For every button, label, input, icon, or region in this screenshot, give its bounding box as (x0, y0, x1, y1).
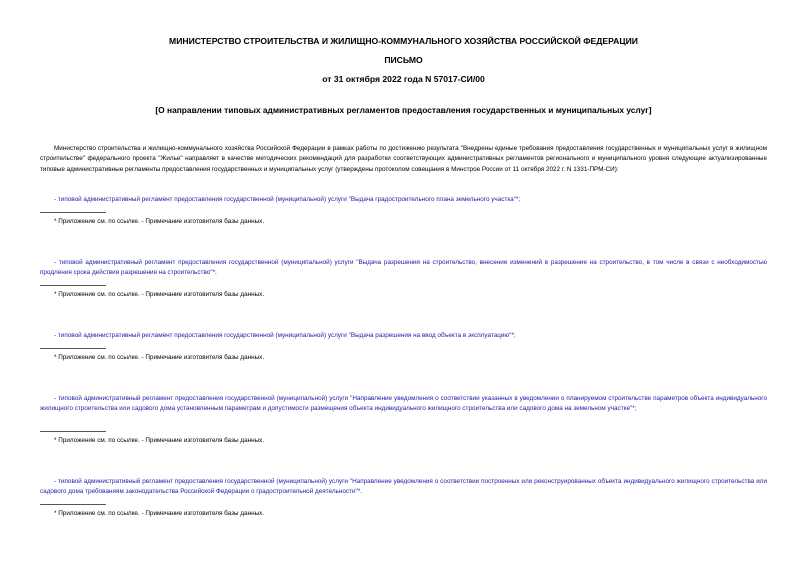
footnote-4: * Приложение см. по ссылке. - Примечание изготовителя базы данных. (54, 437, 265, 444)
intro-paragraph: Министерство строительства и жилищно-коммунального хозяйства Российской Федерации в рамках работы по достижению результата "Внедрены единые требования предоставления государственных и муниципальных услуг в жилищном строительстве" федерального проекта "Жилье" направляет в качестве методических рекомендаций для разработки соответствующих административных регламентов регионального и муниципального уровня следующие актуализированные типовые административные регламенты предоставления государственных и муниципальных услуг (утверждены протоколом совещания в Минстрое России от 11 октября 2022 г. N 1331-ПРМ-СИ): (40, 145, 767, 173)
document-subject: [О направлении типовых административных регламентов предоставления государственных и муниципальных услуг] (155, 105, 652, 115)
footnote-3: * Приложение см. по ссылке. - Примечание изготовителя базы данных. (54, 354, 265, 361)
document-date-number: от 31 октября 2022 года N 57017-СИ/00 (322, 74, 485, 84)
regulation-link-3[interactable]: - типовой административный регламент предоставления государственной (муниципальной) услуги "Выдача разрешения на ввод объекта в эксплуатацию"*; (54, 332, 516, 339)
footnote-divider (40, 348, 106, 349)
footnote-5: * Приложение см. по ссылке. - Примечание изготовителя базы данных. (54, 510, 265, 517)
footnote-divider (40, 285, 106, 286)
footnote-divider (40, 431, 106, 432)
regulation-link-1[interactable]: - типовой административный регламент предоставления государственной (муниципальной) услуги "Выдача градостроительного плана земельного участка"*; (54, 196, 521, 203)
ministry-title: МИНИСТЕРСТВО СТРОИТЕЛЬСТВА И ЖИЛИЩНО-КОММУНАЛЬНОГО ХОЗЯЙСТВА РОССИЙСКОЙ ФЕДЕРАЦИИ (169, 36, 638, 46)
regulation-link-4[interactable]: - типовой административный регламент предоставления государственной (муниципальной) услуги "Направление уведомления о соответствии указанных в уведомлении о планируемом строительстве параметров объекта индивидуального жилищного строительства или садового дома установленным параметрам и допустимости размещения объекта индивидуального жилищного строительства или садового дома на земельном участке"*; (40, 395, 767, 413)
regulation-link-2[interactable]: - типовой административный регламент предоставления государственной (муниципальной) услуги "Выдача разрешения на строительство, внесение изменений в разрешение на строительство, в том числе в связи с необходимостью продления срока действия разрешения на строительство"*; (40, 259, 767, 277)
regulation-link-5[interactable]: - типовой административный регламент предоставления государственной (муниципальной) услуги "Направление уведомления о соответствии построенных или реконструированных объекта индивидуального жилищного строительства или садового дома требованиям законодательства Российской Федерации о градостроительной деятельности"*. (40, 478, 767, 496)
document-type: ПИСЬМО (384, 55, 423, 65)
footnote-1: * Приложение см. по ссылке. - Примечание изготовителя базы данных. (54, 218, 265, 225)
footnote-divider (40, 212, 106, 213)
footnote-2: * Приложение см. по ссылке. - Примечание изготовителя базы данных. (54, 291, 265, 298)
footnote-divider (40, 504, 106, 505)
